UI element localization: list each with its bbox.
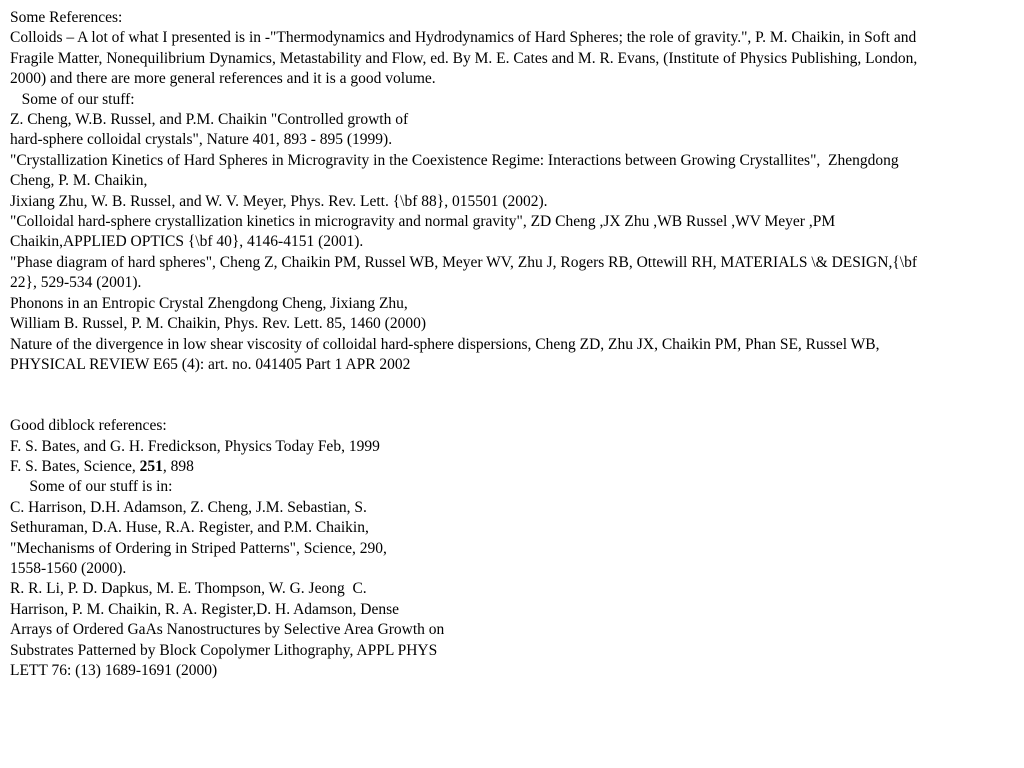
diblock-stuff-line: Harrison, P. M. Chaikin, R. A. Register,D. H. Adamson, Dense <box>10 600 400 618</box>
diblock-stuff-line: Sethuraman, D.A. Huse, R.A. Register, and P.M. Chaikin, <box>10 519 369 537</box>
our-stuff-heading: Some of our stuff: <box>10 90 135 108</box>
reference-line: "Phase diagram of hard spheres", Cheng Z, Chaikin PM, Russel WB, Meyer WV, Zhu J, Rogers RB, Ottewill RH, MATERIALS \& DESIGN,{\bf <box>10 253 917 271</box>
spacer <box>10 375 1018 395</box>
diblock-stuff-line: R. R. Li, P. D. Dapkus, M. E. Thompson, W. G. Jeong C. <box>10 580 367 598</box>
reference-line: Chaikin,APPLIED OPTICS {\bf 40}, 4146-4151 (2001). <box>10 233 364 251</box>
reference-line: Z. Cheng, W.B. Russel, and P.M. Chaikin "Controlled growth of <box>10 111 409 129</box>
references-heading: Some References: <box>10 9 123 26</box>
reference-line: William B. Russel, P. M. Chaikin, Phys. Rev. Lett. 85, 1460 (2000) <box>10 315 427 333</box>
diblock-stuff-line: Substrates Patterned by Block Copolymer Lithography, APPL PHYS <box>10 641 438 659</box>
colloids-reference-line: Fragile Matter, Nonequilibrium Dynamics, Metastability and Flow, ed. By M. E. Cates and M. R. Evans, (Institute of Physics Publishing, London, <box>10 49 918 67</box>
document-page <box>10 8 1018 681</box>
diblock-reference-line <box>10 457 1018 477</box>
reference-line: Phonons in an Entropic Crystal Zhengdong Cheng, Jixiang Zhu, <box>10 294 408 312</box>
reference-line: Nature of the divergence in low shear viscosity of colloidal hard-sphere dispersions, Cheng ZD, Zhu JX, Chaikin PM, Phan SE, Russel WB, <box>10 335 880 353</box>
diblock-stuff-line: 1558-1560 (2000). <box>10 559 127 577</box>
reference-line: PHYSICAL REVIEW E65 (4): art. no. 041405 Part 1 APR 2002 <box>10 355 411 373</box>
diblock-our-stuff-heading: Some of our stuff is in: <box>10 478 173 496</box>
reference-line: "Colloidal hard-sphere crystallization kinetics in microgravity and normal gravity", ZD Cheng ,JX Zhu ,WB Russel ,WV Meyer ,PM <box>10 213 836 231</box>
spacer <box>10 396 1018 416</box>
reference-text: , 898 <box>162 457 194 475</box>
reference-line: hard-sphere colloidal crystals", Nature 401, 893 - 895 (1999). <box>10 131 393 149</box>
colloids-reference-line: 2000) and there are more general references and it is a good volume. <box>10 70 436 88</box>
reference-line: Jixiang Zhu, W. B. Russel, and W. V. Meyer, Phys. Rev. Lett. {\bf 88}, 015501 (2002). <box>10 192 548 210</box>
colloids-reference-line: Colloids – A lot of what I presented is in -"Thermodynamics and Hydrodynamics of Hard Spheres; the role of gravity.", P. M. Chaikin, in Soft and <box>10 29 917 47</box>
diblock-stuff-line: Arrays of Ordered GaAs Nanostructures by Selective Area Growth on <box>10 621 445 639</box>
diblock-stuff-line: LETT 76: (13) 1689-1691 (2000) <box>10 661 218 679</box>
diblock-reference-line: F. S. Bates, and G. H. Fredickson, Physics Today Feb, 1999 <box>10 437 380 455</box>
diblock-stuff-line: "Mechanisms of Ordering in Striped Patterns", Science, 290, <box>10 539 387 557</box>
diblock-heading: Good diblock references: <box>10 417 167 435</box>
reference-line: 22}, 529-534 (2001). <box>10 274 142 292</box>
diblock-stuff-line: C. Harrison, D.H. Adamson, Z. Cheng, J.M. Sebastian, S. <box>10 498 367 516</box>
reference-line: Cheng, P. M. Chaikin, <box>10 172 148 190</box>
volume-number: 251 <box>139 457 163 475</box>
reference-text: F. S. Bates, Science, <box>10 457 140 475</box>
reference-line: "Crystallization Kinetics of Hard Spheres in Microgravity in the Coexistence Regime: Interactions between Growing Crystallites", Zhengdong <box>10 151 899 169</box>
